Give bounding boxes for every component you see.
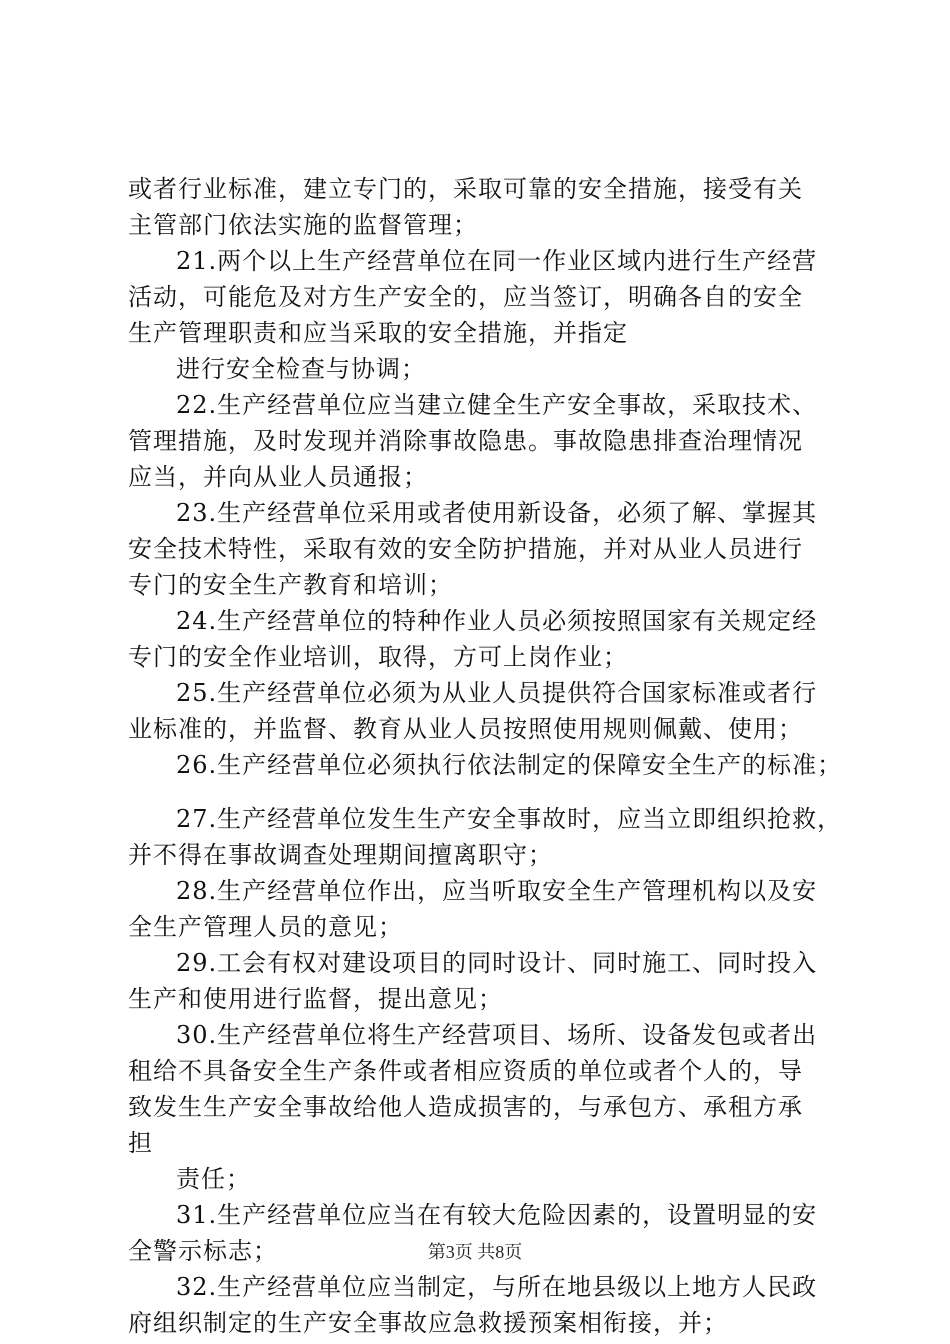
text-line: 23.生产经营单位采用或者使用新设备，必须了解、掌握其 <box>176 499 818 527</box>
text-line: 全警示标志； <box>128 1237 278 1265</box>
page-number-footer: 第3页 共8页 <box>427 1242 523 1262</box>
text-line: 责任； <box>176 1165 251 1193</box>
text-line: 29.工会有权对建设项目的同时设计、同时施工、同时投入 <box>176 949 818 977</box>
text-line: 26.生产经营单位必须执行依法制定的保障安全生产的标准； <box>176 751 843 779</box>
text-line: 22.生产经营单位应当建立健全生产安全事故，采取技术、 <box>176 391 818 419</box>
text-line: 28.生产经营单位作出，应当听取安全生产管理机构以及安 <box>176 877 818 905</box>
text-line: 24.生产经营单位的特种作业人员必须按照国家有关规定经 <box>176 607 818 635</box>
text-line: 业标准的，并监督、教育从业人员按照使用规则佩戴、使用； <box>128 715 803 743</box>
text-line: 担 <box>128 1129 153 1157</box>
text-line: 租给不具备安全生产条件或者相应资质的单位或者个人的，导 <box>128 1057 803 1085</box>
text-line: 25.生产经营单位必须为从业人员提供符合国家标准或者行 <box>176 679 818 707</box>
text-line: 安全技术特性，采取有效的安全防护措施，并对从业人员进行 <box>128 535 803 563</box>
text-line: 专门的安全生产教育和培训； <box>128 571 453 599</box>
text-line: 30.生产经营单位将生产经营项目、场所、设备发包或者出 <box>176 1021 818 1049</box>
text-line: 致发生生产安全事故给他人造成损害的，与承包方、承租方承 <box>128 1093 803 1121</box>
text-line: 并不得在事故调查处理期间擅离职守； <box>128 841 553 869</box>
text-line: 管理措施，及时发现并消除事故隐患。事故隐患排查治理情况 <box>128 427 803 455</box>
text-line: 21.两个以上生产经营单位在同一作业区域内进行生产经营 <box>176 247 818 275</box>
text-line: 生产和使用进行监督，提出意见； <box>128 985 503 1013</box>
text-line: 应当，并向从业人员通报； <box>128 463 428 491</box>
text-line: 生产管理职责和应当采取的安全措施，并指定 <box>128 319 628 347</box>
text-line: 32.生产经营单位应当制定，与所在地县级以上地方人民政 <box>176 1273 818 1301</box>
text-line: 全生产管理人员的意见； <box>128 913 403 941</box>
text-line: 活动，可能危及对方生产安全的，应当签订，明确各自的安全 <box>128 283 803 311</box>
text-line: 27.生产经营单位发生生产安全事故时，应当立即组织抢救， <box>176 805 843 833</box>
text-line: 主管部门依法实施的监督管理； <box>128 211 478 239</box>
text-line: 进行安全检查与协调； <box>176 355 426 383</box>
text-line: 31.生产经营单位应当在有较大危险因素的，设置明显的安 <box>176 1201 818 1229</box>
text-line: 专门的安全作业培训，取得，方可上岗作业； <box>128 643 628 671</box>
text-line: 府组织制定的生产安全事故应急救援预案相衔接，并； <box>128 1309 728 1337</box>
text-line: 或者行业标准，建立专门的，采取可靠的安全措施，接受有关 <box>128 175 803 203</box>
